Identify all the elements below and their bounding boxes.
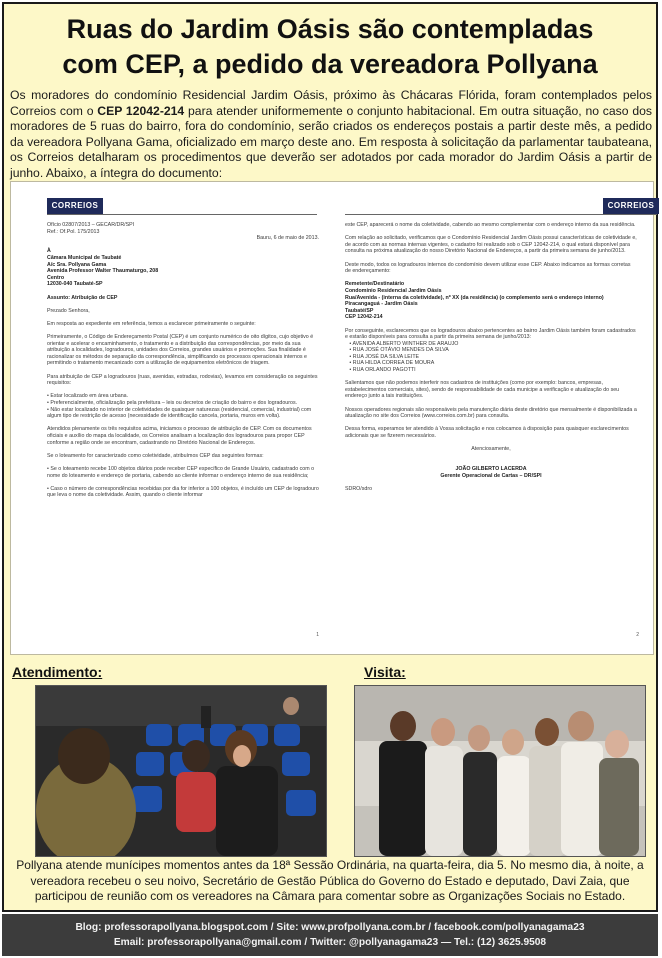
letter-page-1-text bbox=[47, 222, 319, 499]
letter-body-1: Em resposta ao expediente em referência, temos a esclarecer primeiramente o seguinte: Primeiramente, o Código de Endereçamento Postal (CEP) é um conjunto numérico de oito dígitos, cujo objetivo é orientar e acelerar o encaminhamento, o tratamento e a distribuição das correspondências, por meio da sua atribuição a localidades, logradouros, unidades dos Correios, grandes usuários e promoções. Sua finalidade é racionalizar os métodos de separação da correspondência, simplificando os processos operacionais internos e permitindo o tratamento mecanizado com a utilização de equipamentos eletrônicos de triagem. Para atribuição de CEP a logradouros (ruas, avenidas, estradas, rodovias), levamos em consideração os seguintes requisitos: • Estar localizado em área urbana. • Preferencialmente, oficialização pela prefeitura – leis ou decretos de criação do bairro e dos logradouros. • Não estar localizado no interior de coletividades de quaisquer naturezas (residencial, comercial, industrial) com algum tipo de restrição de acesso (necessidade de identificação cancela, portaria, muros em volta). Atendidos plenamente os três requisitos acima, iniciamos o processo de atribuição de CEP. Com os documentos oficiais e auxílio do mapa da localidade, os Correios analisam a localização dos logradouros para propor CEP conforme a região onde se encontram, cadastrando no Diretório Nacional de Endereços. Se o loteamento for caracterizado como coletividade, atribuímos CEP das seguintes formas: • Se o loteamento recebe 100 objetos diários pode receber CEP específico de Grande Usuário, cadastrado com o nome do loteamento e endereço de portaria, cabendo ao cliente informar o endereço interno de sua residência; • Caso o número de correspondências recebidas por dia for inferior a 100 objetos, é incluído um CEP de logradouro que leva o nome da coletividade. Assim, quando o cliente informar bbox=[47, 320, 319, 499]
document-page-1 bbox=[21, 190, 323, 644]
letter-signer: JOÃO GILBERTO LACERDA Gerente Operacional de Cartas – DR/SPI bbox=[440, 465, 542, 479]
letter-initials: SDRO/sdro bbox=[345, 485, 373, 492]
street-item: AVENIDA ALBERTO WINTHER DE ARAUJO bbox=[352, 340, 459, 347]
intro-part-1: Os moradores do condomínio Residencial Jardim Oásis, próximo às Chácaras Flórida, foram contemplados pelos Correios com o bbox=[10, 88, 652, 118]
letter-page-2-text bbox=[345, 222, 637, 492]
photo-caption-text: Pollyana atende munícipes momentos antes da 18ª Sessão Ordinária, na quarta-feira, dia 5. No mesmo dia, à noite, a vereadora recebeu o seu noivo, Secretário de Gestão Pública do Governo do Estado e deputado, Davi Zaia, que participou de reunião com os vereadores na Câmara para comentar sobre as Organizações Sociais no Estado. bbox=[16, 858, 644, 903]
photo-visita bbox=[354, 685, 646, 857]
document-scan bbox=[10, 181, 654, 655]
correios-logo: CORREIOS bbox=[47, 198, 103, 214]
correios-logo: CORREIOS bbox=[603, 198, 659, 214]
intro-cep: CEP 12042-214 bbox=[97, 103, 185, 118]
letter-body-bottom: Salientamos que não podemos interferir nos cadastros de instituições (como por exemplo: bancos, empresas, estabelecimentos comerciais, sites), sendo de responsabilidade de cada municipe a verificação e atualização do seu endereço junto a tais instituições. Nossos operadores regionais são responsáveis pela manutenção diária deste diretório que mensalmente é disponibilizada a atualização no site dos Correios (www.correios.com.br) para consulta. Dessa forma, esperamos ter atendido à Vossa solicitação e nos colocamos à disposição para quaisquer esclarecimentos adicionais que se fizerem necessários. bbox=[345, 380, 637, 439]
footer-line-2: Email: professorapollyana@gmail.com / Twitter: @pollyanagama23 — Tel.: (12) 3625.9508 bbox=[113, 937, 547, 948]
street-item: RUA HILDA CORREA DE MOURA bbox=[352, 360, 435, 367]
letter-subject: Assunto: Atribuição de CEP bbox=[47, 294, 118, 301]
letter-address-block: Remetente/Destinatário Condomínio Residencial Jardim Oásis Rua/Avenida - (interna da coletividade), nº XX (da residência) (o complemento será o endereço interno) Piracangaguá - Jardim Oásis Taubaté/SP CEP 12042-214 bbox=[345, 281, 604, 321]
letter-greeting: Prezado Senhora, bbox=[47, 307, 90, 314]
letter-body-mid: Por conseguinte, esclarecemos que os logradouros abaixo pertencentes ao bairro Jardim Oásis também foram cadastrados e estarão disponíveis para consulta a partir da primeira semana de junho/2013: bbox=[345, 327, 638, 341]
letter-ref: Ofício 02807/2013 – GECAR/DR/SPI Ref.: Of.Pol. 175/2013 bbox=[47, 222, 135, 235]
photo-atendimento bbox=[35, 685, 327, 857]
headline-line-1: Ruas do Jardim Oásis são contempladas bbox=[66, 14, 594, 44]
street-item: RUA JOSÉ DA SILVA LEITE bbox=[352, 353, 420, 360]
caption-visita: Visita: bbox=[364, 664, 406, 680]
page-number-1: 1 bbox=[316, 632, 319, 638]
letter-body-top: este CEP, aparecerá o nome da coletividade, cabendo ao mesmo complementar com o endereço interno da sua residência. Com relação ao solicitado, verificamos que o Condomínio Residencial Jardim Oásis possui características de coletividade e, de acordo com as normas internas vigentes, o cadastro foi realizado sob o CEP 12042-214, o qual estará disponível para consulta na próxima atualização do nosso Diretório Nacional de Endereços, a partir da primeira semana de junho/2013. Deste modo, todos os logradouros internos do condomínio devem utilizar esse CEP. Abaixo indicamos as formas corretas de endereçamento: bbox=[345, 222, 637, 275]
street-item: RUA ORLANDO PAGOTTI bbox=[352, 367, 416, 374]
document-page-2 bbox=[341, 190, 655, 644]
header-rule bbox=[47, 214, 317, 215]
letter-date: Bauru, 6 de maio de 2013. bbox=[256, 235, 319, 242]
photo-atendimento-illustration bbox=[36, 686, 326, 856]
footer-line-1: Blog: professorapollyana.blogspot.com / Site: www.profpollyana.com.br / facebook.com/pollyanagama23 bbox=[75, 922, 585, 933]
letter-closing: Atenciosamente, bbox=[471, 446, 511, 453]
footer bbox=[2, 914, 658, 956]
street-item: RUA JOSÉ OTÁVIO MENDES DA SILVA bbox=[352, 347, 449, 354]
headline-line-2: com CEP, a pedido da vereadora Pollyana bbox=[62, 49, 598, 79]
intro-paragraph bbox=[10, 88, 652, 182]
street-list: • AVENIDA ALBERTO WINTHER DE ARAUJO • RUA JOSÉ OTÁVIO MENDES DA SILVA • RUA JOSÉ DA SILVA LEITE • RUA HILDA CORREA DE MOURA • RUA ORLANDO PAGOTTI bbox=[345, 340, 459, 374]
page-number-2: 2 bbox=[636, 632, 639, 638]
header-rule bbox=[345, 214, 657, 215]
photo-visita-illustration bbox=[355, 686, 645, 856]
intro-part-2: para atender uniformemente o conjunto habitacional. Em outra situação, no caso dos moradores de 5 ruas do bairro, fora do condomínio, serão criados os endereços postais a partir deste mês, a pedido da vereadora Pollyana Gama, oficializado em março deste ano. Em resposta à solicitação da parlamentar taubateana, os Correios detalharam os procedimentos que deverão ser adotados por cada morador do Jardim Oásis a partir de junho. Abaixo, a íntegra do documento: bbox=[10, 103, 653, 180]
page-frame bbox=[2, 2, 658, 912]
letter-addressee: À Câmara Municipal de Taubaté A/c Sra. Pollyana Gama Avenida Professor Walter Thaumaturgo, 208 Centro 12030-040 Taubaté-SP bbox=[47, 248, 159, 288]
caption-atendimento: Atendimento: bbox=[12, 664, 103, 680]
headline bbox=[4, 12, 656, 82]
